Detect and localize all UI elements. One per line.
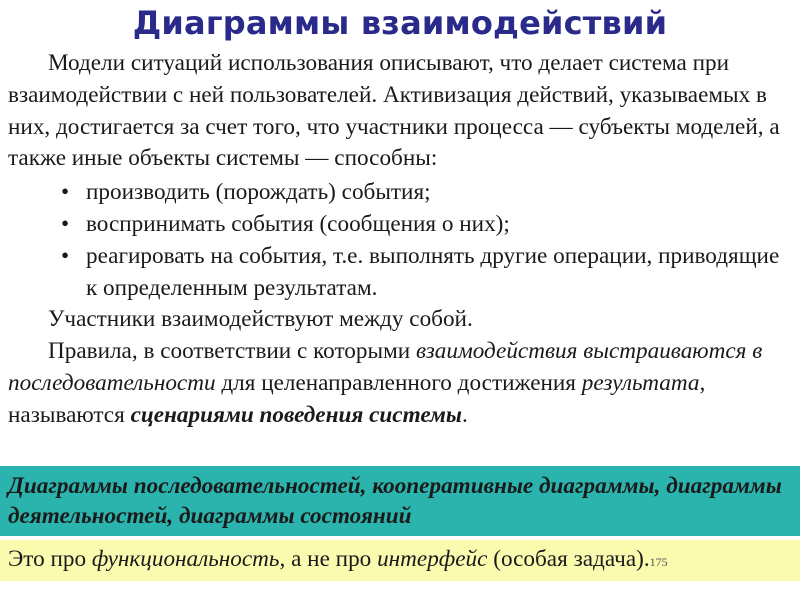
note-italic-1: функциональность [91, 546, 280, 572]
note-italic-2: интерфейс [377, 546, 488, 572]
rules-bold-term: сценариями поведения системы [130, 401, 463, 428]
bullet-text: воспринимать события (сообщения о них); [86, 210, 510, 237]
participants-paragraph: Участники взаимодействуют между собой. [48, 306, 473, 333]
bullet-icon: • [61, 242, 70, 269]
diagram-types-lead: Диаграммы последовательностей [8, 473, 361, 499]
page-number: 175 [649, 555, 668, 569]
rules-text-4: . [462, 401, 468, 428]
bullet-item [8, 209, 792, 241]
bullet-icon: • [61, 210, 70, 237]
slide-title: Диаграммы взаимодействий [132, 4, 668, 42]
bullet-list [8, 177, 792, 304]
rules-text-3: , называются [8, 369, 706, 428]
diagram-types-banner [0, 466, 800, 536]
note-text-3: (особая задача). [487, 546, 650, 572]
rules-text-1: Правила, в соответствии с которыми [48, 338, 416, 365]
note-text-2: , а не про [279, 546, 378, 572]
bullet-text: реагировать на события, т.е. выполнять другие операции, приводящие к определенным результатам. [86, 242, 780, 301]
bullet-icon: • [61, 179, 70, 206]
rules-italic-2: результата [581, 369, 700, 396]
functionality-note-banner [0, 540, 800, 581]
bullet-text: производить (порождать) события; [86, 179, 431, 206]
note-text-1: Это про [8, 546, 92, 572]
intro-paragraph: Модели ситуаций использования описывают, что делает система при взаимодействии с ней пользователей. Активизация действий, указываемых в них, достигается за счет того, что участники процесса — субъекты моделей, а также иные объекты системы — способны: [8, 50, 780, 172]
bullet-item [8, 177, 792, 209]
bullet-item [8, 241, 792, 305]
rules-text-2: для целенаправленного достижения [215, 369, 582, 396]
rules-italic-1: взаимодействия выстраиваются в последовательности [8, 338, 763, 396]
rules-paragraph [8, 336, 792, 431]
diagram-types-rest: , кооперативные диаграммы, диаграммы деятельностей, диаграммы состояний [8, 473, 782, 529]
slide-body [8, 48, 792, 432]
